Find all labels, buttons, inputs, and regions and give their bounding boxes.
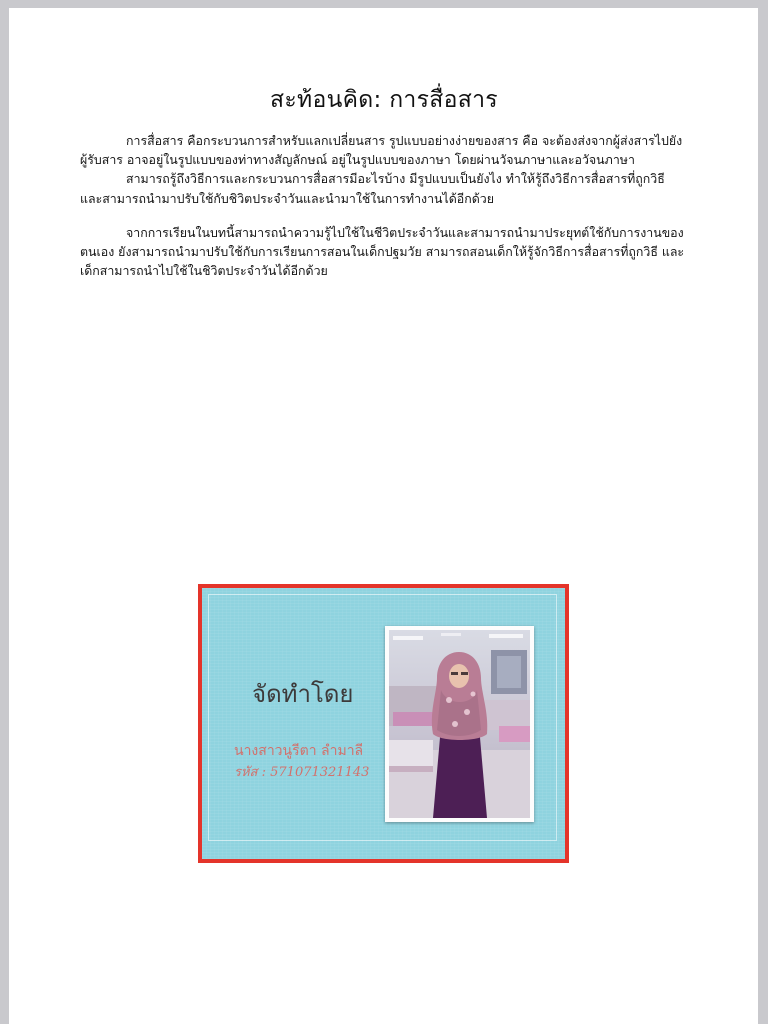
author-card [198, 584, 569, 863]
card-heading: จัดทำโดย [252, 680, 354, 708]
author-name: นางสาวนูรีตา ลำมาลี [234, 743, 364, 759]
document-title: สะท้อนคิด: การสื่อสาร [270, 87, 498, 113]
paragraph-2: สามารถรู้ถึงวิธีการและกระบวนการสื่อสารมีอะไรบ้าง มีรูปแบบเป็นยังไง ทำให้รู้ถึงวิธีการสื่อสารที่ถูกวิธี และสามารถนำมาปรับใช้กับชิวิตประจำวันและนำมาใช้ในการทำงานได้อีกด้วย [80, 171, 665, 206]
document-body [80, 131, 688, 280]
author-photo [385, 626, 534, 822]
student-code: รหัส : 571071321143 [234, 765, 370, 780]
author-photo-image [389, 630, 530, 818]
paragraph-3: จากการเรียนในบทนี้สามารถนำความรู้ไปใช้ในชีวิตประจำวันและสามารถนำมาประยุทต์ใช้กับการงานของตนเอง ยังสามารถนำมาปรับใช้กับการเรียนการสอนในเด็กปฐมวัย สามารถสอนเด็กให้รู้จักวิธีการสื่อสารที่ถูกวิธี และเด็กสามารถนำไปใช้ในชิวิตประจำวันได้อีกด้วย [80, 224, 685, 279]
paragraph-1: การสื่อสาร คือกระบวนการสำหรับแลกเปลี่ยนสาร รูปแบบอย่างง่ายของสาร คือ จะต้องส่งจากผู้ส่งสารไปยังผู้รับสาร อาจอยู่ในรูปแบบของท่าทางสัญลักษณ์ อยู่ในรูปแบบของภาษา โดยผ่านวัจนภาษาและอวัจนภาษา [80, 133, 683, 168]
